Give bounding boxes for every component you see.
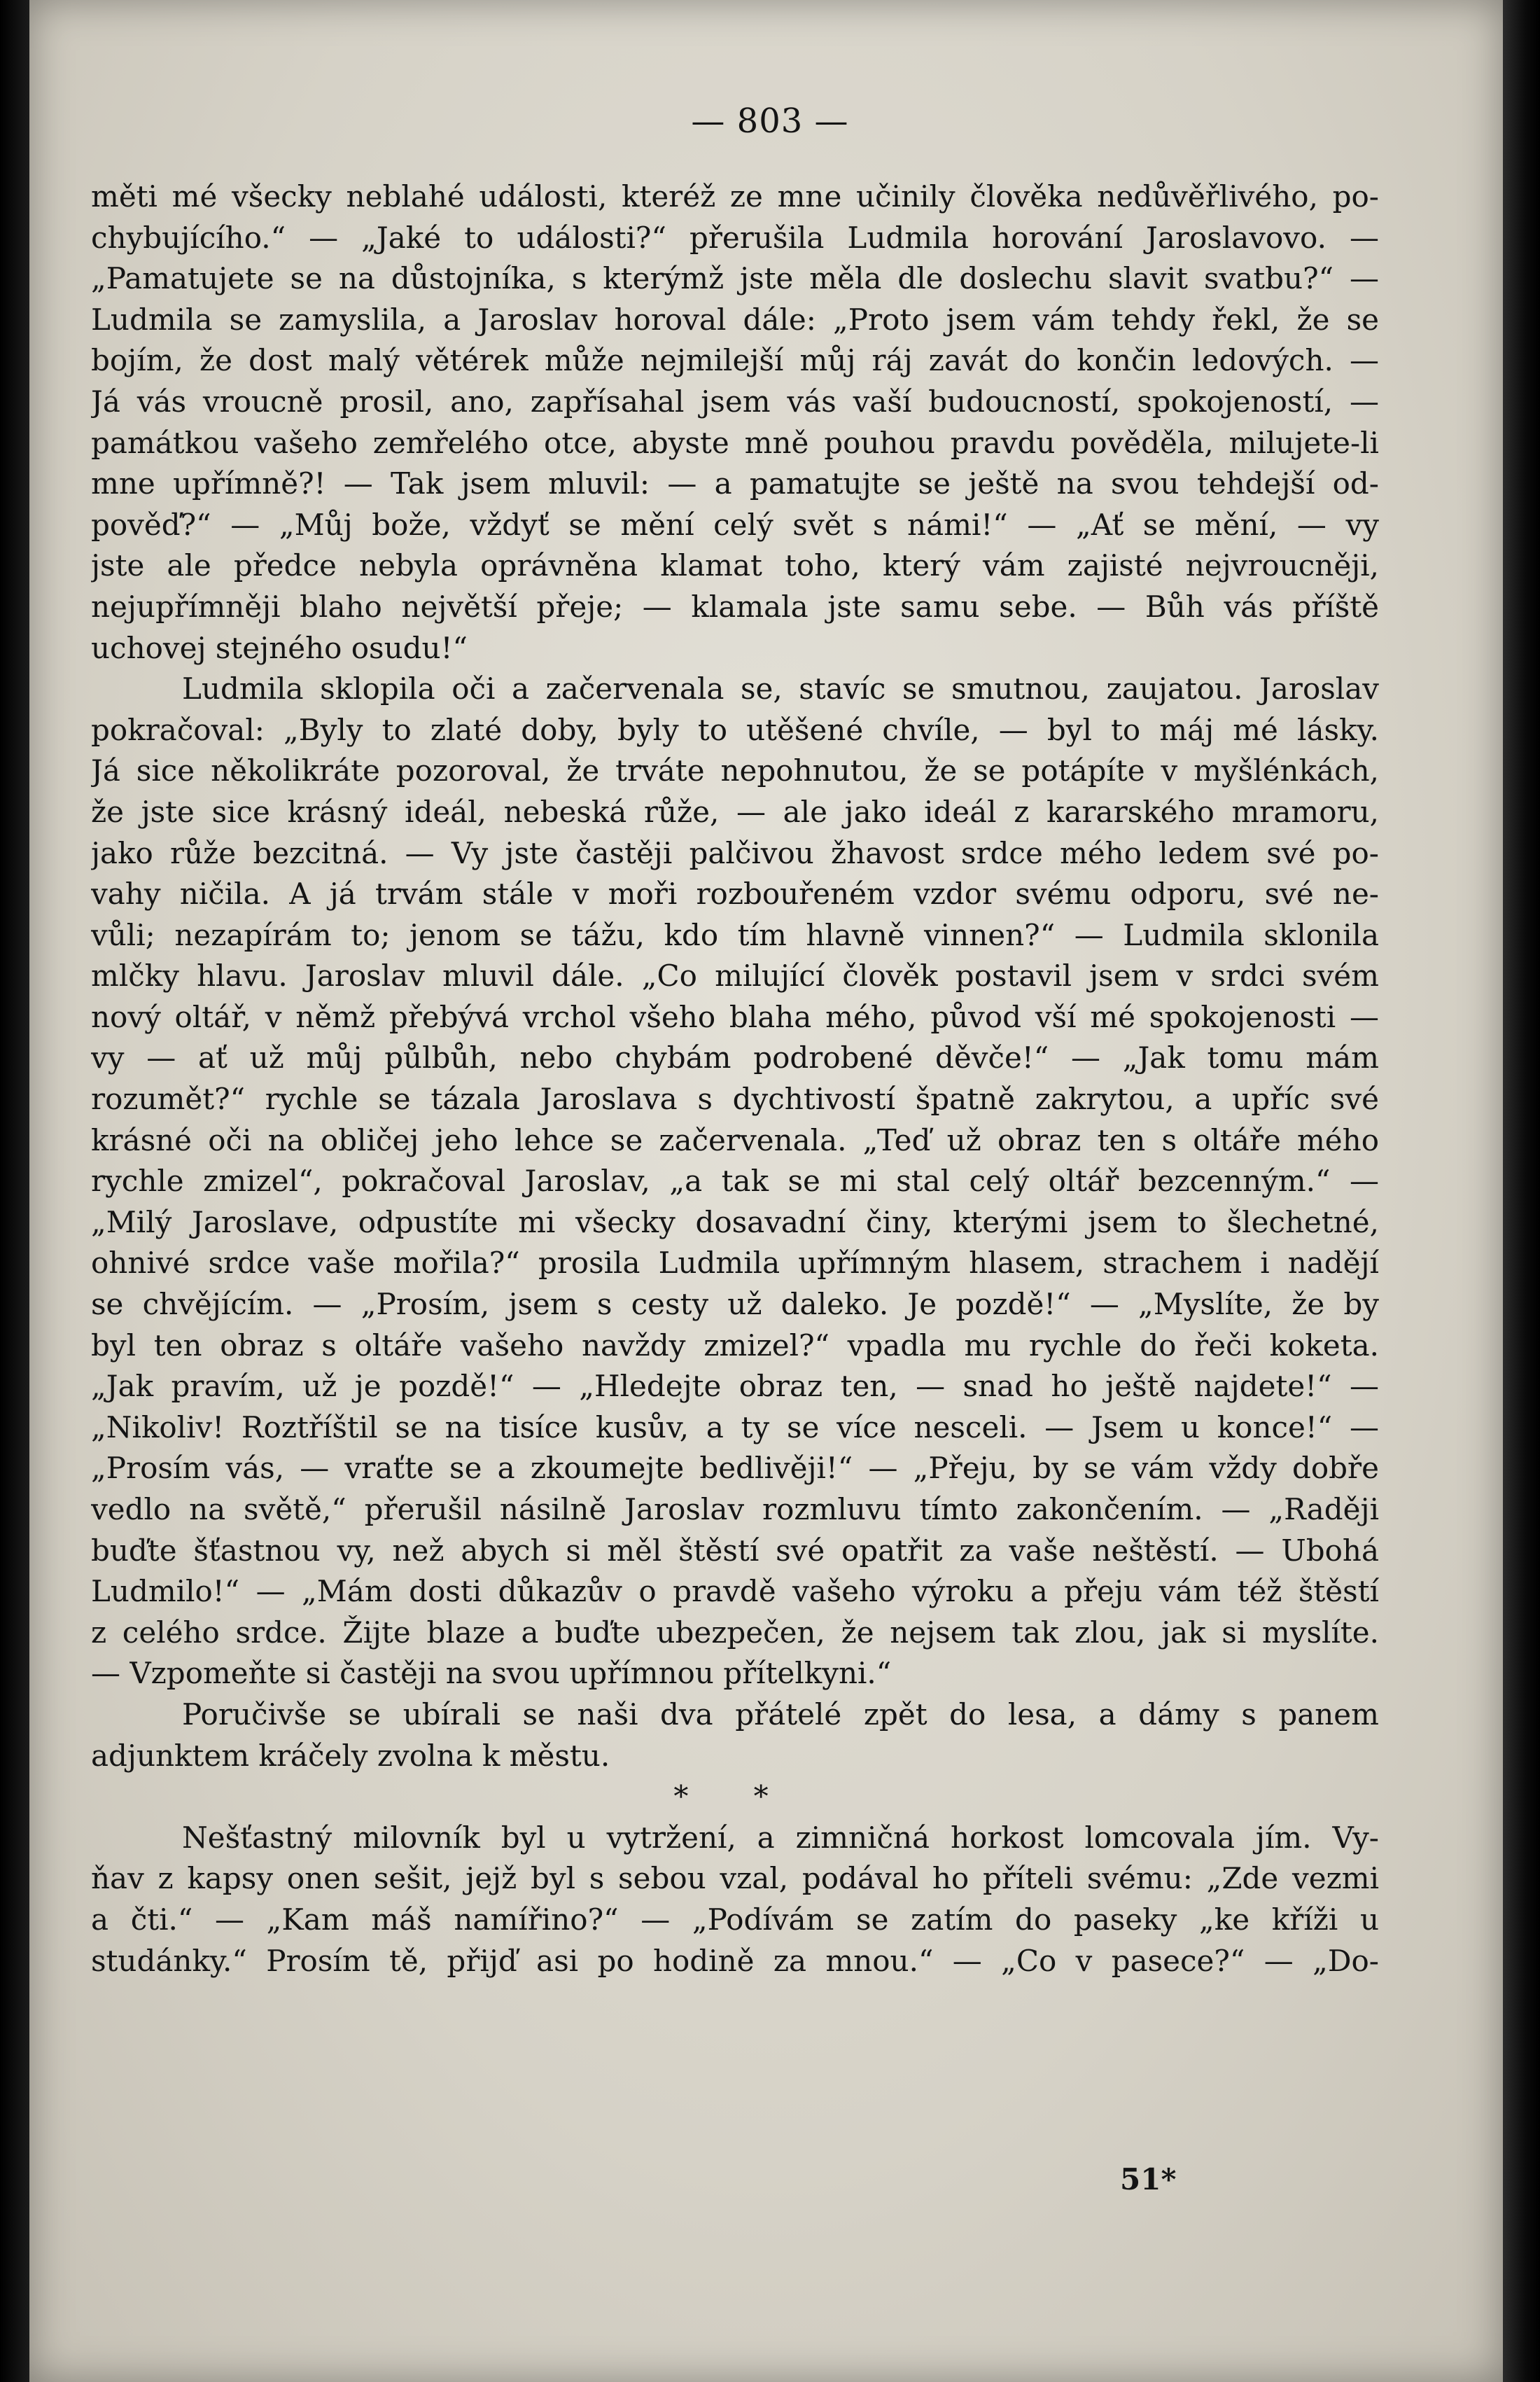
text-line: a čti.“ — „Kam máš namířino?“ — „Podívám se zatím do paseky „ke kříži u [91, 1902, 1379, 1937]
text-line: byl ten obraz s oltáře vašeho navždy zmizel?“ vpadla mu rychle do řeči koketa. [91, 1328, 1379, 1363]
text-line: „Jak pravím, už je pozdě!“ — „Hledejte obraz ten, — snad ho ještě najdete!“ — [91, 1369, 1379, 1404]
text-line: rozumět?“ rychle se tázala Jaroslava s dychtivostí špatně zakrytou, a upříc své [91, 1082, 1379, 1117]
text-line: ohnivé srdce vaše mořila?“ prosila Ludmila upřímným hlasem, strachem i nadějí [91, 1246, 1379, 1281]
text-line: se chvějícím. — „Prosím, jsem s cesty už daleko. Je pozdě!“ — „Myslíte, že by [91, 1287, 1379, 1322]
text-line: krásné oči na obličej jeho lehce se začervenala. „Teď už obraz ten s oltáře mého [91, 1122, 1379, 1157]
text-line: Ludmila se zamyslila, a Jaroslav horoval dále: „Proto jsem vám tehdy řekl, že se [91, 302, 1379, 337]
text-line: „Nikoliv! Roztříštil se na tisíce kusův, a ty se více nesceli. — Jsem u konce!“ — [91, 1409, 1379, 1444]
text-line: měti mé všecky neblahé události, kteréž ze mne učinily člověka nedůvěřlivého, po- [91, 179, 1379, 214]
text-line: Poručivše se ubírali se naši dva přátelé zpět do lesa, a dámy s panem [182, 1697, 1379, 1732]
text-line: vahy ničila. A já trvám stále v moři rozbouřeném vzdor svému odporu, své ne- [91, 877, 1379, 912]
page-right-edge [1503, 0, 1540, 2382]
text-line: Já sice několikráte pozoroval, že trváte nepohnutou, že se potápíte v myšlénkách, [91, 753, 1379, 788]
text-line: Já vás vroucně prosil, ano, zapřísahal jsem vás vaší budoucností, spokojeností, — [91, 384, 1379, 419]
text-line: vedlo na světě,“ přerušil násilně Jaroslav rozmluvu tímto zakončením. — „Raději [91, 1492, 1379, 1526]
text-line: — Vzpomeňte si častěji na svou upřímnou přítelkyni.“ [91, 1656, 892, 1691]
text-line: mlčky hlavu. Jaroslav mluvil dále. „Co milující člověk postavil jsem v srdci svém [91, 959, 1379, 994]
text-line: jste ale předce nebyla oprávněna klamat toho, který vám zajisté nejvroucněji, [91, 548, 1379, 583]
text-line: vůli; nezapírám to; jenom se tážu, kdo tím hlavně vinnen?“ — Ludmila sklonila [91, 917, 1379, 952]
text-line: Ludmilo!“ — „Mám dosti důkazův o pravdě vašeho výroku a přeju vám též štěstí [91, 1574, 1379, 1609]
text-line: že jste sice krásný ideál, nebeská růže, — ale jako ideál z kararského mramoru, [91, 794, 1379, 829]
text-line: pověď?“ — „Můj bože, vždyť se mění celý svět s námi!“ — „Ať se mění, — vy [91, 507, 1379, 542]
text-line: „Pamatujete se na důstojníka, s kterýmž jste měla dle doslechu slavit svatbu?“ — [91, 261, 1379, 296]
text-line: nejupřímněji blaho největší přeje; — klamala jste samu sebe. — Bůh vás příště [91, 589, 1379, 624]
page-left-edge [0, 0, 29, 2382]
text-line: „Milý Jaroslave, odpustíte mi všecky dosavadní činy, kterými jsem to šlechetné, [91, 1204, 1379, 1239]
text-line: uchovej stejného osudu!“ [91, 630, 468, 665]
text-line: rychle zmizel“, pokračoval Jaroslav, „a tak se mi stal celý oltář bezcenným.“ — [91, 1164, 1379, 1199]
text-line: buďte šťastnou vy, než abych si měl štěstí své opatřit za vaše neštěstí. — Ubohá [91, 1533, 1379, 1568]
text-line: jako růže bezcitná. — Vy jste častěji palčivou žhavost srdce mého ledem své po- [91, 835, 1379, 870]
text-line: Ludmila sklopila oči a začervenala se, stavíc se smutnou, zaujatou. Jaroslav [182, 671, 1379, 706]
signature-mark: 51* [1120, 2162, 1177, 2196]
text-line: nový oltář, v němž přebývá vrchol všeho blaha mého, původ vší mé spokojenosti — [91, 999, 1379, 1034]
text-line: ňav z kapsy onen sešit, jejž byl s sebou vzal, podával ho příteli svému: „Zde vezmi [91, 1861, 1379, 1896]
text-line: chybujícího.“ — „Jaké to události?“ přerušila Ludmila horování Jaroslavovo. — [91, 220, 1379, 255]
text-line: „Prosím vás, — vraťte se a zkoumejte bedlivěji!“ — „Přeju, by se vám vždy dobře [91, 1451, 1379, 1486]
text-line: památkou vašeho zemřelého otce, abyste mně pouhou pravdu pověděla, milujete-li [91, 425, 1379, 460]
text-line: studánky.“ Prosím tě, přijď asi po hodině za mnou.“ — „Co v pasece?“ — „Do- [91, 1943, 1379, 1978]
text-line: Nešťastný milovník byl u vytržení, a zimničná horkost lomcovala jím. Vy- [182, 1820, 1379, 1855]
text-line: mne upřímně?! — Tak jsem mluvil: — a pamatujte se ještě na svou tehdejší od- [91, 466, 1379, 501]
text-line: * * [673, 1779, 797, 1814]
body-text [91, 176, 1379, 1981]
text-line: adjunktem kráčely zvolna k městu. [91, 1738, 610, 1773]
text-line: bojím, že dost malý větérek může nejmilejší můj ráj zavát do končin ledových. — [91, 343, 1379, 378]
text-line: z celého srdce. Žijte blaze a buďte ubezpečen, že nejsem tak zlou, jak si myslíte. [91, 1615, 1379, 1650]
page-number: — 803 — [691, 102, 849, 141]
text-line: pokračoval: „Byly to zlaté doby, byly to utěšené chvíle, — byl to máj mé lásky. [91, 712, 1379, 747]
text-line: vy — ať už můj půlbůh, nebo chybám podrobené děvče!“ — „Jak tomu mám [91, 1040, 1379, 1075]
